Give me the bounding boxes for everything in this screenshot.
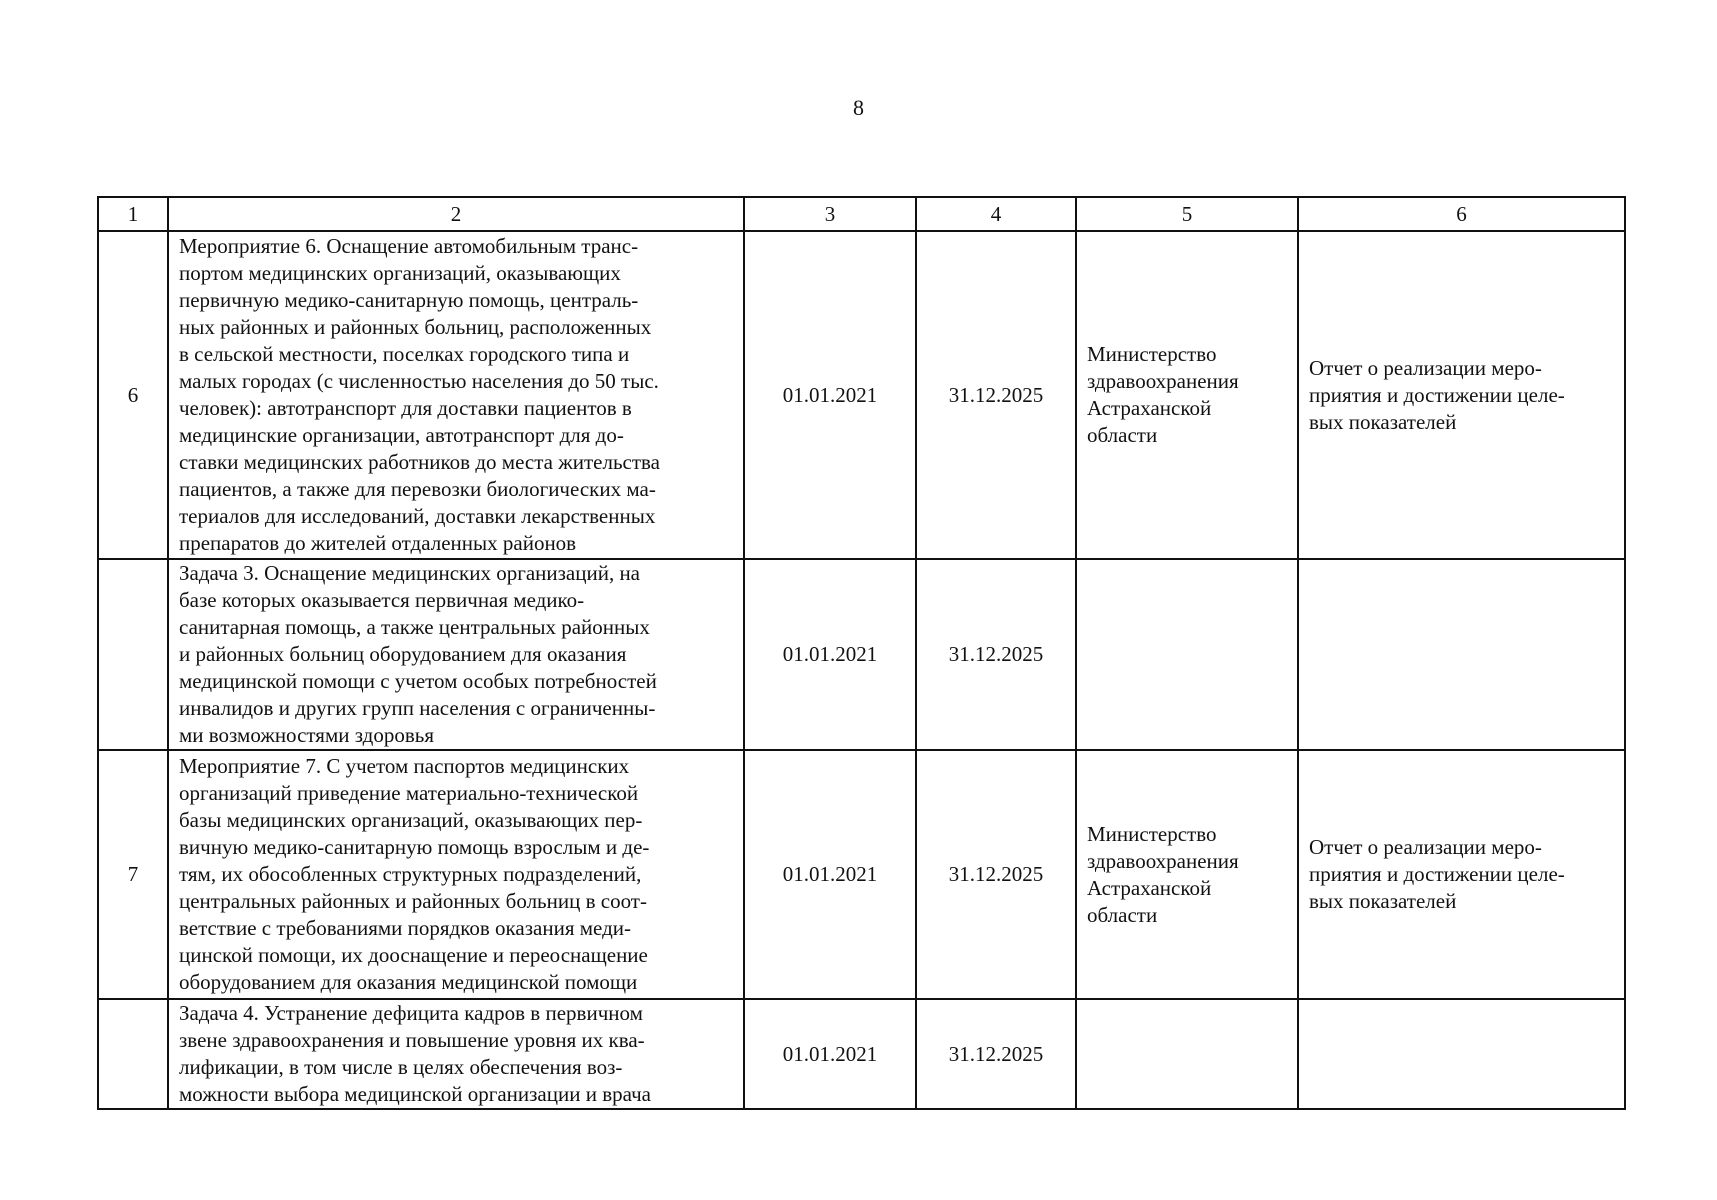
end-date: 31.12.2025 [916,999,1076,1109]
responsible-line: области [1087,423,1158,447]
description-line: вичную медико-санитарную помощь взрослым и де- [179,835,650,859]
end-date: 31.12.2025 [916,750,1076,999]
description-line: ставки медицинских работников до места жительства [179,450,661,474]
task-description [168,999,744,1109]
description-line: Мероприятие 6. Оснащение автомобильным транс- [179,234,639,258]
table-row [98,559,1625,750]
start-date: 01.01.2021 [744,559,916,750]
table-row [98,231,1625,559]
end-date: 31.12.2025 [916,559,1076,750]
description-line: ми возможностями здоровья [179,723,434,747]
description-line: и районных больниц оборудованием для оказания [179,642,627,666]
description-line: медицинские организации, автотранспорт для до- [179,423,624,447]
expected-result [1298,231,1625,559]
expected-result [1298,750,1625,999]
description-line: базы медицинских организаций, оказывающих пер- [179,808,643,832]
responsible-executor [1076,999,1298,1109]
responsible-line: Министерство [1087,821,1217,846]
column-number-row [98,197,1625,231]
description-line: цинской помощи, их дооснащение и переоснащение [179,943,648,967]
table-row [98,750,1625,999]
activities-table [97,196,1626,1110]
responsible-executor [1076,559,1298,750]
description-line: Мероприятие 7. С учетом паспортов медицинских [179,754,630,778]
column-header-4: 4 [916,197,1076,231]
responsible-line: здравоохранения [1087,369,1239,393]
description-line: инвалидов и других групп населения с ограниченны- [179,696,656,720]
description-line: пациентов, а также для перевозки биологических ма- [179,477,656,501]
description-line: ветствие с требованиями порядков оказания меди- [179,916,631,940]
column-header-1: 1 [98,197,168,231]
description-line: человек): автотранспорт для доставки пациентов в [179,396,632,420]
expected-result [1298,559,1625,750]
responsible-line: Астраханской [1087,396,1212,420]
column-header-5: 5 [1076,197,1298,231]
description-line: санитарная помощь, а также центральных районных [179,615,650,639]
activity-description [168,231,744,559]
start-date: 01.01.2021 [744,750,916,999]
description-line: в сельской местности, поселках городского типа и [179,342,630,366]
description-line: можности выбора медицинской организации и врача [179,1082,651,1106]
end-date: 31.12.2025 [916,231,1076,559]
column-header-6: 6 [1298,197,1625,231]
responsible-line: здравоохранения [1087,848,1239,873]
row-number [98,999,168,1109]
description-line: организаций приведение материально-технической [179,781,639,805]
description-line: малых городах (с численностью населения до 50 тыс. [179,369,659,393]
row-number: 6 [98,231,168,559]
description-line: медицинской помощи с учетом особых потребностей [179,669,657,693]
start-date: 01.01.2021 [744,231,916,559]
description-line: препаратов до жителей отдаленных районов [179,531,577,555]
responsible-line: Министерство [1087,342,1217,366]
task-description [168,559,744,750]
responsible-line: области [1087,902,1158,927]
description-line: лификации, в том числе в целях обеспечения воз- [179,1055,623,1079]
result-line: Отчет о реализации меро- [1309,355,1542,380]
column-header-2: 2 [168,197,744,231]
expected-result [1298,999,1625,1109]
result-line: приятия и достижении целе- [1309,382,1565,407]
description-line: первичную медико-санитарную помощь, централь- [179,288,639,312]
result-line: приятия и достижении целе- [1309,862,1565,886]
column-header-3: 3 [744,197,916,231]
table-row [98,999,1625,1109]
description-line: тям, их обособленных структурных подразделений, [179,862,642,886]
description-line: Задача 4. Устранение дефицита кадров в первичном [179,1001,643,1025]
description-line: портом медицинских организаций, оказывающих [179,261,621,285]
responsible-executor [1076,750,1298,999]
row-number: 7 [98,750,168,999]
description-line: центральных районных и районных больниц в соот- [179,889,647,913]
result-line: вых показателей [1309,409,1457,434]
start-date: 01.01.2021 [744,999,916,1109]
description-line: звене здравоохранения и повышение уровня их ква- [179,1028,645,1052]
row-number [98,559,168,750]
result-line: вых показателей [1309,889,1457,913]
description-line: оборудованием для оказания медицинской помощи [179,970,638,994]
result-line: Отчет о реализации меро- [1309,835,1542,859]
description-line: ных районных и районных больниц, расположенных [179,315,652,339]
description-line: Задача 3. Оснащение медицинских организаций, на [179,561,641,585]
page-number: 8 [853,95,864,120]
description-line: базе которых оказывается первичная медико- [179,588,585,612]
activity-description [168,750,744,999]
description-line: териалов для исследований, доставки лекарственных [179,504,656,528]
responsible-line: Астраханской [1087,875,1212,900]
responsible-executor [1076,231,1298,559]
